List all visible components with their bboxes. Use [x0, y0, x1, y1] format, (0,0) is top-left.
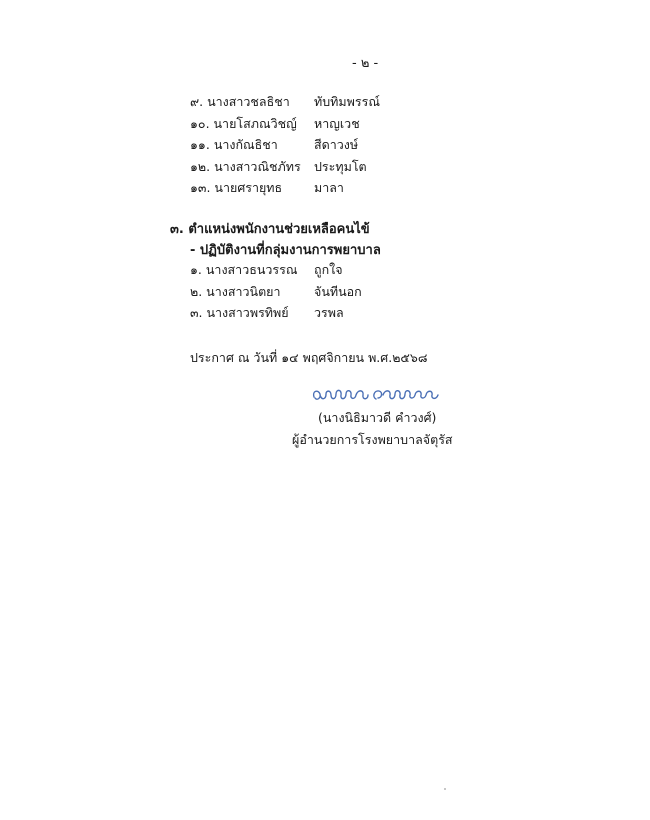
signer-title: ผู้อำนวยการโรงพยาบาลจัตุรัส: [292, 432, 453, 447]
list-item: [190, 303, 450, 325]
list-item: [190, 114, 450, 136]
person-given-name: ๑๐. นายโสภณวิชญ์: [190, 115, 297, 131]
list-item: [190, 260, 450, 282]
person-given-name: ๑. นางสาวธนวรรณ: [190, 262, 298, 277]
person-surname: ถูกใจ: [314, 262, 343, 277]
list-item: [190, 157, 450, 179]
name-list-continued: [190, 92, 450, 200]
person-surname: หาญเวช: [314, 115, 360, 131]
name-list-section-3: [190, 260, 450, 325]
signer-name: (นางนิธิมาวดี คำวงศ์): [318, 410, 437, 425]
person-given-name: ๓. นางสาวพรทิพย์: [190, 305, 289, 320]
person-given-name: ๑๑. นางกัณธิชา: [190, 137, 278, 152]
section-subtitle: - ปฏิบัติงานที่กลุ่มงานการพยาบาล: [190, 243, 381, 258]
person-surname: ประทุมโต: [314, 158, 367, 174]
scan-speck: [444, 788, 446, 790]
announcement-date-line: ประกาศ ณ วันที่ ๑๔ พฤศจิกายน พ.ศ.๒๕๖๘: [190, 350, 428, 365]
person-surname: ทับทิมพรรณ์: [314, 94, 380, 109]
list-item: [190, 135, 450, 157]
list-item: [190, 92, 450, 114]
list-item: [190, 282, 450, 304]
person-surname: สีดาวงษ์: [314, 137, 359, 152]
person-given-name: ๑๒. นางสาวณิชภัทร: [190, 158, 301, 174]
person-given-name: ๙. นางสาวชลธิชา: [190, 94, 290, 109]
section-title: ๓. ตำแหน่งพนักงานช่วยเหลือคนไข้: [170, 222, 370, 237]
person-given-name: ๒. นางสาวนิตยา: [190, 283, 281, 299]
person-surname: มาลา: [314, 180, 344, 195]
person-surname: วรพล: [314, 305, 344, 320]
person-surname: จันทีนอก: [314, 283, 362, 299]
person-given-name: ๑๓. นายศรายุทธ: [190, 180, 283, 195]
list-item: [190, 178, 450, 200]
page-number: - ๒ -: [352, 56, 379, 71]
